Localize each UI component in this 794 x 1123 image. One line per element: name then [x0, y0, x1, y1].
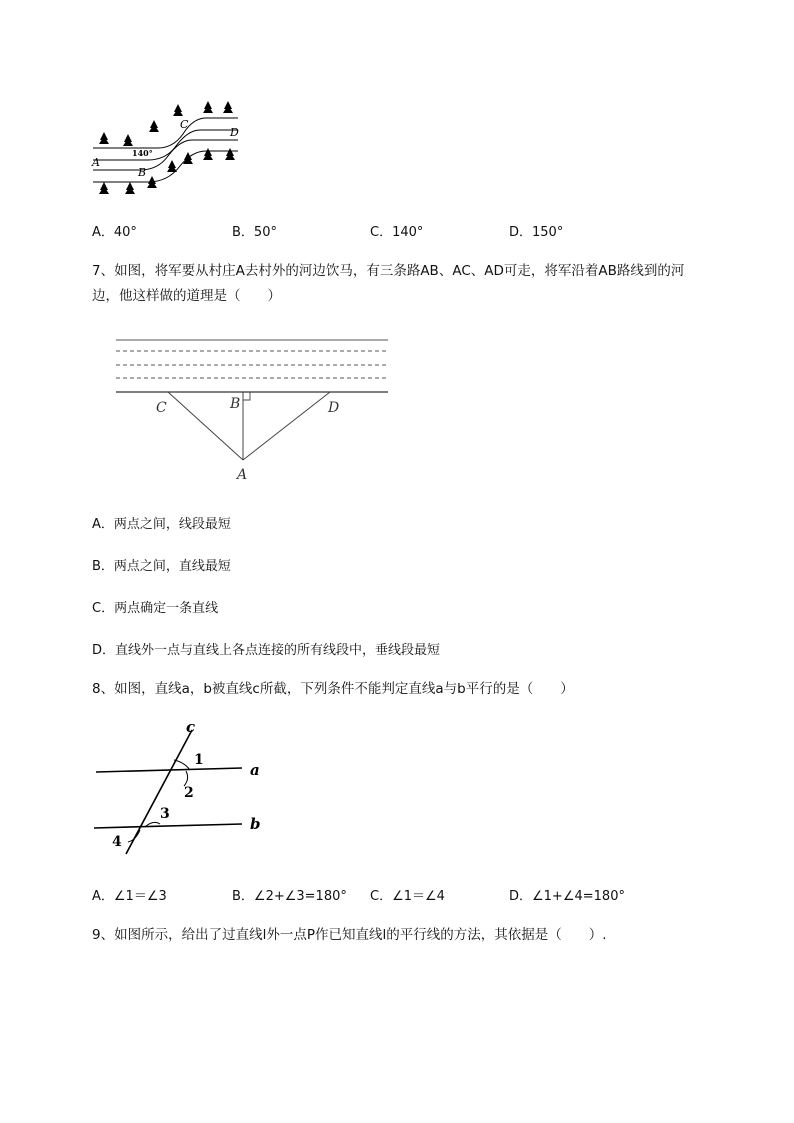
q8-label-b: b	[250, 815, 261, 833]
q6-option-b[interactable]: B．50°	[232, 225, 277, 240]
q7-label-D: D	[328, 400, 340, 416]
q7-option-d[interactable]: D．直线外一点与直线上各点连接的所有线段中，垂线段最短	[92, 643, 441, 658]
q8-angle-4: 4	[112, 834, 122, 850]
q6-option-c[interactable]: C．140°	[370, 225, 424, 240]
q7-label-B: B	[230, 396, 241, 412]
q8-angle-2: 2	[184, 785, 194, 801]
q8-angle-1: 1	[194, 752, 204, 768]
q7-option-b[interactable]: B．两点之间，直线最短	[92, 559, 231, 574]
q6-river-figure	[88, 96, 258, 202]
q7-stem-line2: 边，他这样做的道理是（ ）	[92, 288, 281, 304]
q6-option-a[interactable]: A．40°	[92, 225, 137, 240]
q6-option-d[interactable]: D．150°	[509, 225, 564, 240]
q8-option-b[interactable]: B．∠2+∠3=180°	[232, 889, 347, 904]
q8-angle-3: 3	[160, 806, 170, 822]
q8-parallel-lines-figure	[90, 716, 280, 858]
q8-label-c: c	[186, 718, 196, 736]
q7-river-figure	[110, 334, 395, 484]
q7-label-A: A	[237, 467, 248, 483]
q9-stem: 9、如图所示，给出了过直线l外一点P作已知直线l的平行线的方法，其依据是（ ）.	[92, 927, 607, 943]
q8-label-a: a	[250, 761, 260, 779]
q6-label-B: B	[138, 166, 147, 179]
q6-angle-label: 140°	[132, 148, 153, 158]
q7-option-a[interactable]: A．两点之间，线段最短	[92, 517, 231, 532]
q8-stem: 8、如图，直线a，b被直线c所截，下列条件不能判定直线a与b平行的是（ ）	[92, 681, 574, 697]
q8-option-a[interactable]: A．∠1＝∠3	[92, 889, 167, 904]
q7-label-C: C	[156, 400, 167, 416]
q8-option-d[interactable]: D．∠1+∠4=180°	[509, 889, 625, 904]
q6-label-C: C	[180, 118, 189, 131]
q7-option-c[interactable]: C．两点确定一条直线	[92, 601, 219, 616]
q6-label-A: A	[92, 156, 100, 169]
q6-label-D: D	[230, 126, 239, 139]
q8-option-c[interactable]: C．∠1＝∠4	[370, 889, 445, 904]
q7-stem-line1: 7、如图，将军要从村庄A去村外的河边饮马，有三条路AB、AC、AD可走，将军沿着AB路线到的河	[92, 263, 685, 279]
